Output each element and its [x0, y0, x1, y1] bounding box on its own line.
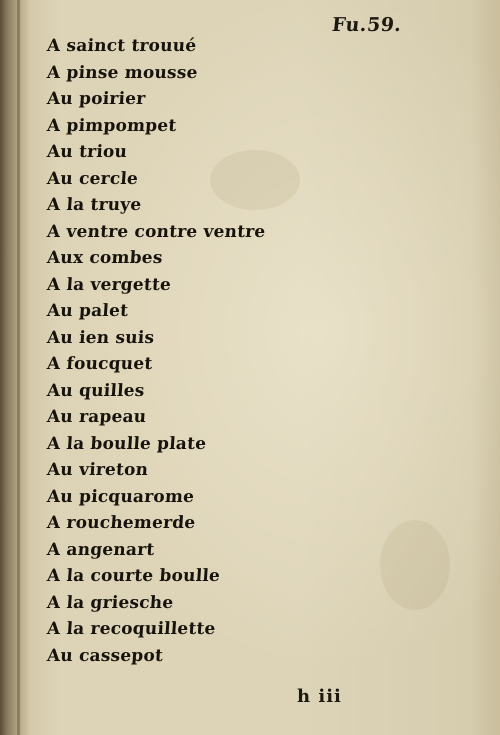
list-item: Au quilles [46, 380, 146, 401]
show-through-text [300, 40, 490, 690]
list-item: A la courte boulle [46, 566, 221, 586]
list-item: Au cassepot [46, 645, 164, 666]
folio-number: Fu.59. [330, 14, 403, 36]
binding-gutter [0, 0, 30, 735]
list-item: Au ien suis [46, 327, 155, 348]
list-item: A foucquet [46, 354, 154, 374]
list-item: A rouchemerde [46, 513, 197, 533]
page-edge-line [17, 0, 20, 735]
list-item: Aux combes [46, 248, 164, 268]
list-item: A la recoquillette [46, 619, 217, 639]
list-item: Au vireton [46, 460, 149, 480]
list-item: Au poirier [46, 89, 147, 109]
list-item: Au palet [46, 301, 129, 321]
list-item: Au rapeau [46, 407, 148, 427]
signature-mark: h iii [297, 686, 342, 707]
list-item: A la griesche [46, 592, 175, 613]
list-item: Au triou [46, 142, 128, 162]
list-item: A angenart [46, 539, 156, 560]
list-item: A la boulle plate [46, 433, 207, 454]
list-item: A pimpompet [46, 115, 178, 136]
list-item: Au picquarome [46, 486, 195, 507]
list-item: A la vergette [46, 274, 172, 295]
list-item: A pinse mousse [46, 62, 199, 83]
list-item: A la truye [46, 195, 143, 215]
list-item: Au cercle [46, 168, 139, 189]
list-item: A sainct trouué [46, 36, 198, 56]
entry-list [47, 33, 265, 669]
list-item: A ventre contre ventre [46, 221, 267, 242]
